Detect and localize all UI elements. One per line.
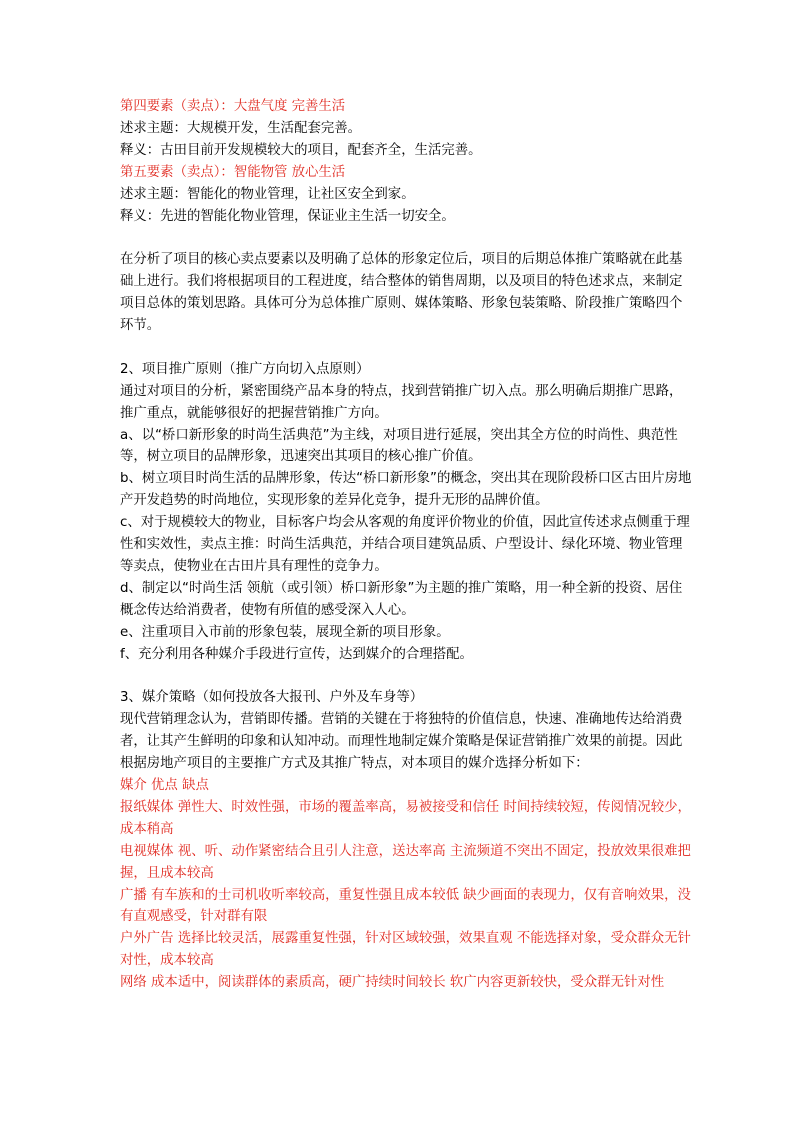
section-3-heading: 3、媒介策略（如何投放各大报刊、户外及车身等） [120, 690, 424, 706]
section-2-paragraph: 通过对项目的分析，紧密围绕产品本身的特点，找到营销推广切入点。那么明确后期推广思路，推广重点，就能够很好的把握营销推广方向。 [120, 383, 683, 421]
principle-item-a: a、以“桥口新形象的时尚生活典范”为主线，对项目进行延展，突出其全方位的时尚性、典范性等，树立项目的品牌形象，迅速突出其项目的核心推广价值。 [120, 427, 678, 465]
media-row-outdoor: 户外广告 选择比较灵活，展露重复性强，针对区域较强，效果直观 不能选择对象，受众群众无针对性，成本较高 [120, 931, 691, 969]
media-row-television: 电视媒体 视、听、动作紧密结合且引人注意，送达率高 主流频道不突出不固定，投放效果很难把握，且成本较高 [120, 843, 691, 881]
principle-item-f: f、充分利用各种媒介手段进行宣传，达到媒介的合理搭配。 [120, 646, 473, 662]
media-table-header: 媒介 优点 缺点 [120, 778, 209, 794]
element-4-theme: 述求主题：大规模开发，生活配套完善。 [120, 120, 362, 136]
section-3-paragraph: 现代营销理念认为，营销即传播。营销的关键在于将独特的价值信息，快速、准确地传达给消费者，让其产生鲜明的印象和认知冲动。而理性地制定媒介策略是保证营销推广效果的前提。因此根据房地产项目的主要推广方式及其推广特点，对本项目的媒介选择分析如下： [120, 712, 683, 772]
media-row-newspaper: 报纸媒体 弹性大、时效性强，市场的覆盖率高，易被接受和信任 时间持续较短，传阅情况较少，成本稍高 [120, 799, 691, 837]
spacer [120, 337, 692, 359]
spacer [120, 666, 692, 688]
section-2-heading: 2、项目推广原则（推广方向切入点原则） [120, 361, 370, 377]
document-page [120, 96, 692, 994]
element-5-explanation: 释义：先进的智能化物业管理，保证业主生活一切安全。 [120, 208, 455, 224]
element-5-title: 第五要素（卖点）：智能物管 放心生活 [120, 164, 346, 180]
media-row-radio: 广播 有车族和的士司机收听率较高，重复性强且成本较低 缺少画面的表现力，仅有音响效果，没有直观感受，针对群有限 [120, 887, 691, 925]
principle-item-d: d、制定以“时尚生活 领航（或引领）桥口新形象”为主题的推广策略，用一种全新的投资、居住概念传达给消费者，使物有所值的感受深入人心。 [120, 580, 683, 618]
element-5-theme: 述求主题：智能化的物业管理，让社区安全到家。 [120, 186, 415, 202]
media-row-internet: 网络 成本适中，阅读群体的素质高，硬广持续时间较长 软广内容更新较快，受众群无针对性 [120, 975, 665, 991]
spacer [120, 227, 692, 249]
element-4-title: 第四要素（卖点）：大盘气度 完善生活 [120, 99, 346, 114]
principle-item-c: c、对于规模较大的物业，目标客户均会从客观的角度评价物业的价值，因此宣传述求点侧重于理性和实效性，卖点主推：时尚生活典范，并结合项目建筑品质、户型设计、绿化环境、物业管理等卖点，使物业在古田片具有理性的竞争力。 [120, 515, 690, 574]
principle-item-b: b、树立项目时尚生活的品牌形象，传达“桥口新形象”的概念，突出其在现阶段桥口区古田片房地产开发趋势的时尚地位，实现形象的差异化竞争，提升无形的品牌价值。 [120, 471, 692, 509]
principle-item-e: e、注重项目入市前的形象包装，展现全新的项目形象。 [120, 624, 450, 640]
element-4-explanation: 释义：古田目前开发规模较大的项目，配套齐全，生活完善。 [120, 142, 482, 158]
intro-paragraph: 在分析了项目的核心卖点要素以及明确了总体的形象定位后，项目的后期总体推广策略就在此基础上进行。我们将根据项目的工程进度，结合整体的销售周期，以及项目的特色述求点，来制定项目总体的策划思路。具体可分为总体推广原则、媒体策略、形象包装策略、阶段推广策略四个环节。 [120, 252, 683, 334]
